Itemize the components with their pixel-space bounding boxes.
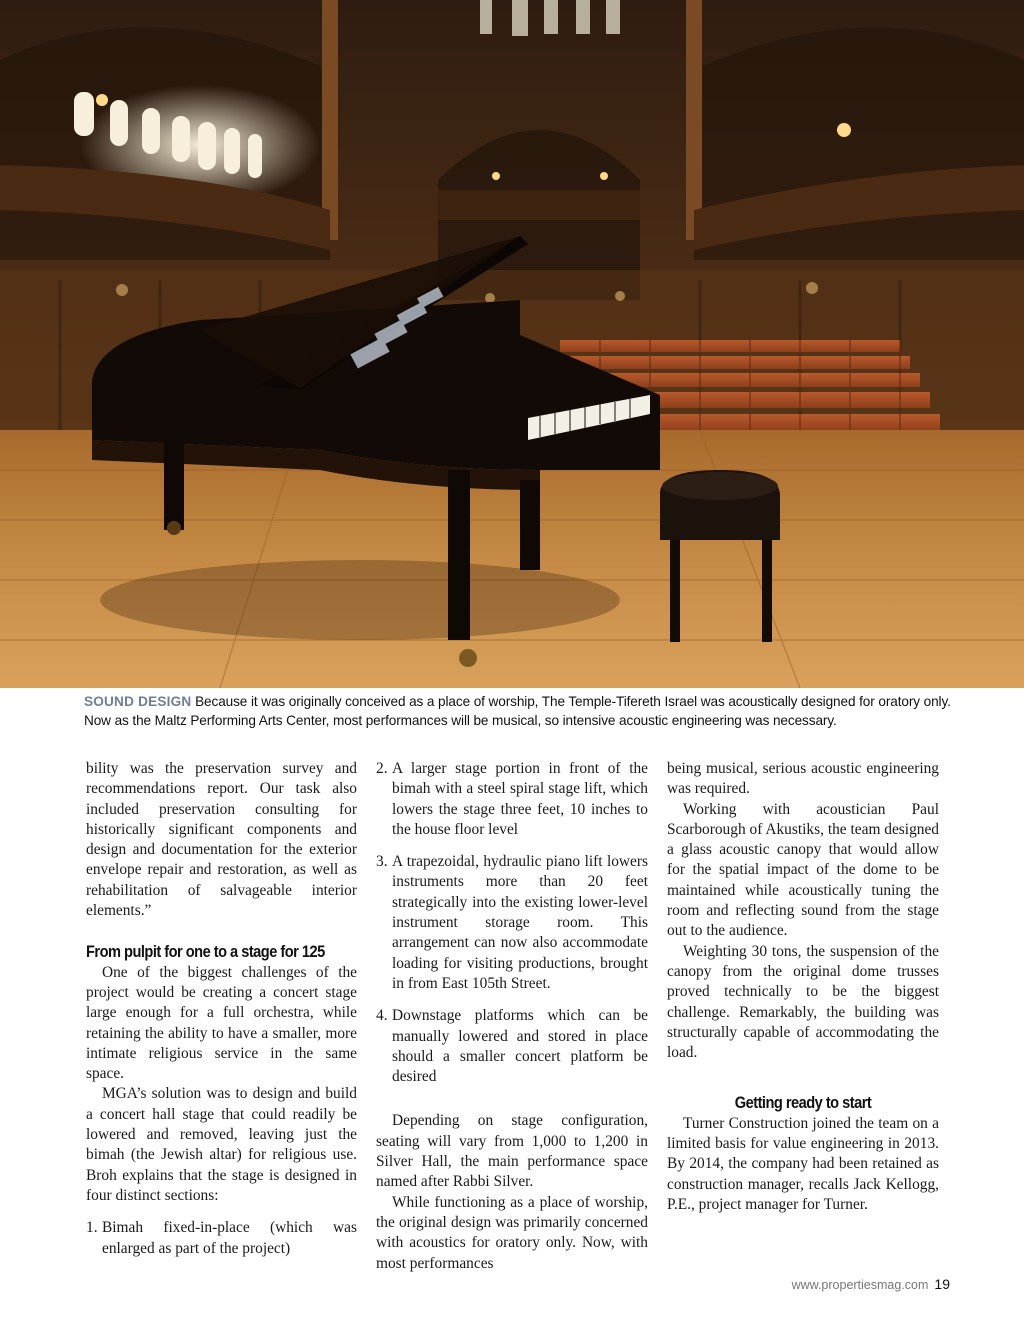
paragraph: One of the biggest challenges of the project would be creating a concert stage large enough for a full orchestra, while retaining the ability to have a smaller, more intimate religious service in the same space. bbox=[86, 963, 357, 1083]
list-text: A trapezoidal, hydraulic piano lift lowers instruments more than 20 feet strategically into the existing lower-level instrument storage room. This arrangement can now also accommodate loading for visiting productions, brought in from East 105th Street. bbox=[392, 853, 648, 992]
caption-heading: SOUND DESIGN bbox=[84, 694, 192, 709]
paragraph: being musical, serious acoustic engineering was required. bbox=[667, 760, 939, 798]
footer-url: www.propertiesmag.com bbox=[791, 1278, 929, 1292]
photo-caption bbox=[84, 692, 954, 730]
paragraph: bility was the preservation survey and recommendations report. Our task also included preservation consulting for historically significant components and design and documentation for the exterior envelope repair and restoration, as well as rehabilitation of salvageable interior elements.” bbox=[86, 760, 357, 920]
article-column-2 bbox=[376, 759, 648, 1274]
list-number: 3. bbox=[376, 853, 388, 871]
list-text: A larger stage portion in front of the bimah with a steel spiral stage lift, which lowers the stage three feet, 10 inches to the house floor level bbox=[392, 760, 648, 838]
list-number: 2. bbox=[376, 760, 388, 777]
page-number: 19 bbox=[934, 1276, 950, 1292]
caption-text: Because it was originally conceived as a place of worship, The Temple-Tifereth Israel was acoustically designed for oratory only. Now as the Maltz Performing Arts Center, most performances will be musical, so intensive acoustic engineering was necessary. bbox=[84, 694, 951, 728]
numbered-list bbox=[376, 759, 648, 1087]
numbered-list bbox=[86, 1218, 357, 1259]
article-column-3 bbox=[667, 759, 939, 1215]
list-item bbox=[376, 1006, 648, 1087]
paragraph: Working with acoustician Paul Scarborough of Akustiks, the team designed a glass acoustic canopy that would allow for the spatial impact of the dome to be maintained while acoustically tuning the room and reflecting sound from the stage out to the audience. bbox=[667, 800, 939, 940]
section-heading: Getting ready to start bbox=[734, 1093, 872, 1113]
paragraph: Depending on stage configuration, seating will vary from 1,000 to 1,200 in Silver Hall, the main performance space named after Rabbi Silver. bbox=[376, 1112, 648, 1191]
list-item bbox=[376, 759, 648, 840]
list-text: Downstage platforms which can be manually lowered and stored in place should a smaller concert platform be desired bbox=[392, 1007, 648, 1086]
paragraph: While functioning as a place of worship, the original design was primarily concerned with acoustics for oratory only. Now, with most performances bbox=[376, 1193, 648, 1272]
list-number: 4. bbox=[376, 1007, 388, 1025]
page-footer bbox=[792, 1276, 950, 1292]
list-item bbox=[376, 852, 648, 994]
section-heading: From pulpit for one to a stage for 125 bbox=[86, 942, 325, 962]
list-number: 1. bbox=[86, 1219, 98, 1237]
paragraph: Turner Construction joined the team on a limited basis for value engineering in 2013. By 2014, the company had been retained as construction manager, recalls Jack Kellogg, P.E., project manager for Turner. bbox=[667, 1114, 939, 1213]
article-column-1 bbox=[86, 759, 357, 1259]
list-text: Bimah fixed-in-place (which was enlarged as part of the project) bbox=[102, 1219, 357, 1257]
paragraph: MGA’s solution was to design and build a concert hall stage that could readily be lowered and removed, leaving just the bimah (the Jewish altar) for religious use. Broh explains that the stage is designed in four distinct sections: bbox=[86, 1085, 357, 1204]
paragraph: Weighting 30 tons, the suspension of the canopy from the original dome trusses proved technically to be the biggest challenge. Remarkably, the building was structurally capable of accommodating the load. bbox=[667, 942, 939, 1062]
list-item bbox=[86, 1218, 357, 1259]
